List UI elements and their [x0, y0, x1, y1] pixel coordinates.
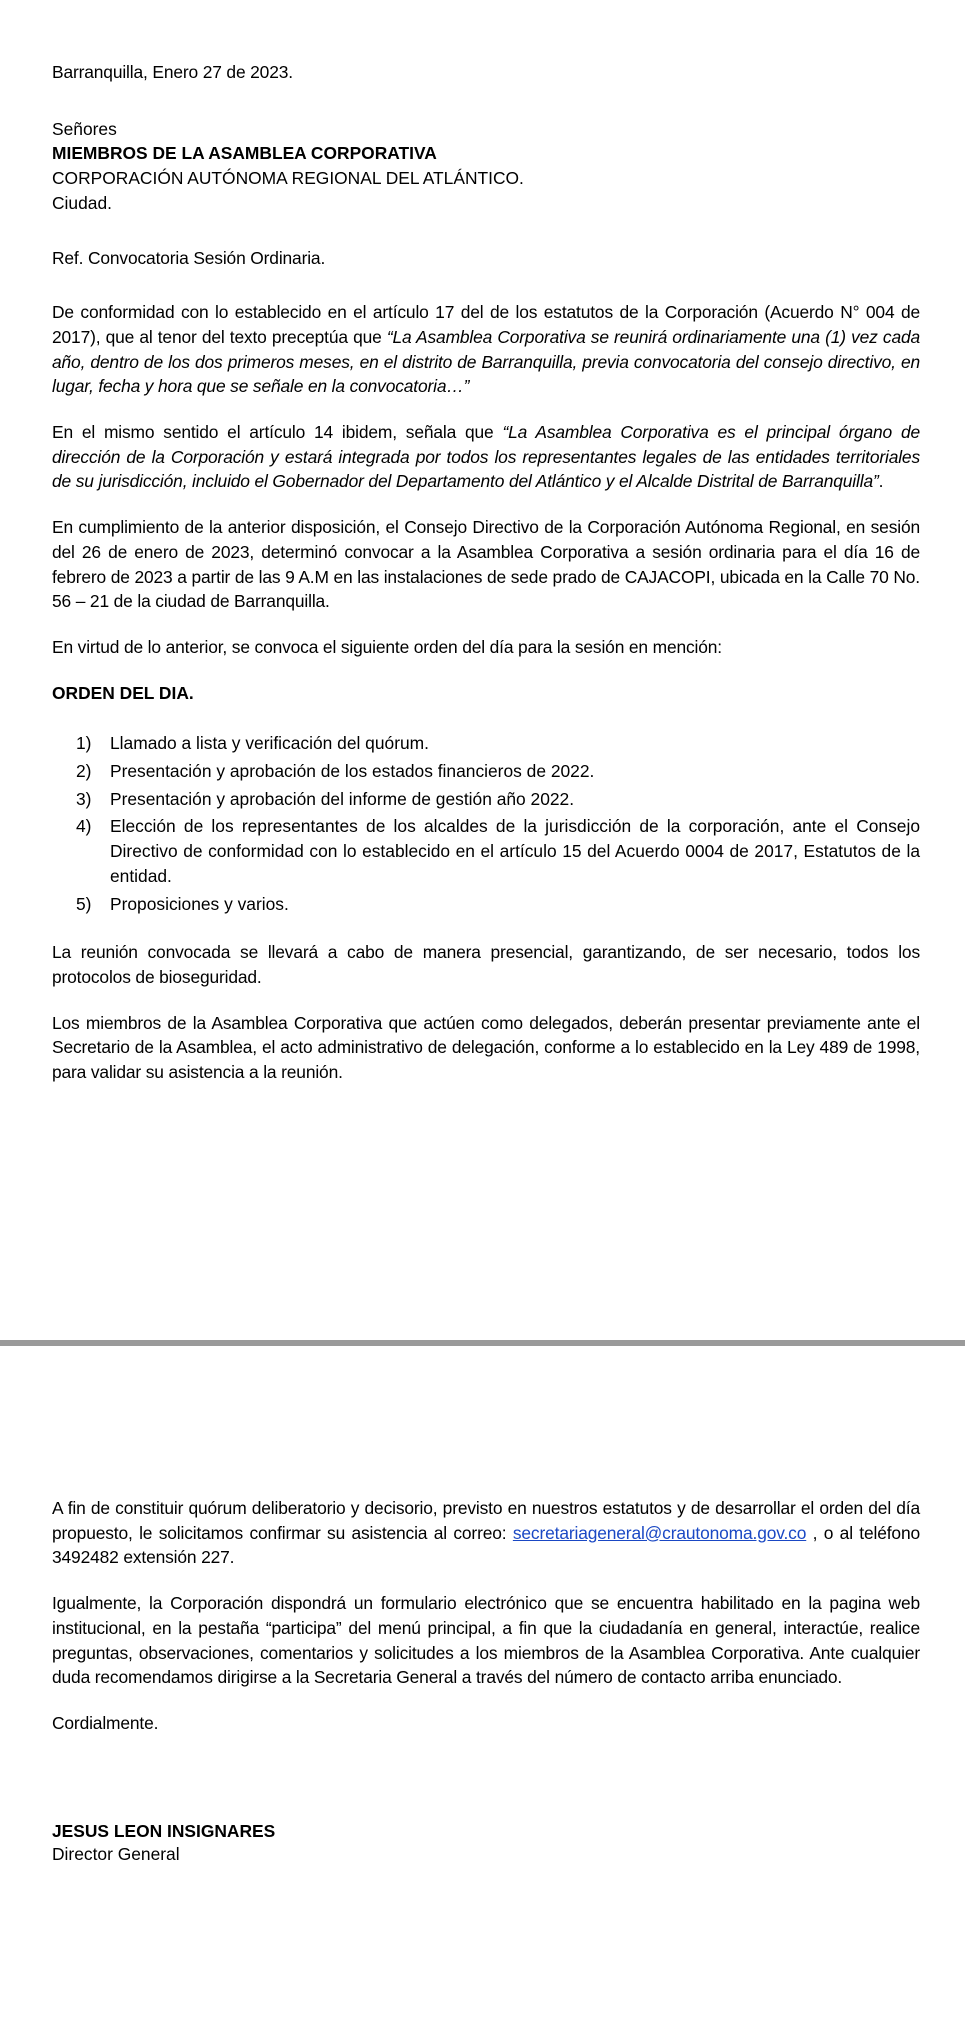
agenda-item: Elección de los representantes de los alcaldes de la jurisdicción de la corporación, ante el Consejo Directivo de conformidad con lo establecido en el artículo 15 del Acuerdo 0004 de 2017, Estatutos de la entidad. [110, 816, 920, 886]
secretary-email-link[interactable]: secretariageneral@crautonoma.gov.co [512, 1522, 807, 1543]
page2-paragraph-1-lead: A fin de constituir quórum deliberatorio y decisorio, previsto en nuestros estatutos y de desarrollar el orden del día propuesto, le solicitamos confirmar su asistencia al correo: [52, 1498, 920, 1543]
agenda-item: Llamado a lista y verificación del quórum. [110, 733, 429, 754]
agenda-heading: ORDEN DEL DIA. [52, 682, 194, 703]
closing-line: Cordialmente. [52, 1712, 159, 1733]
signature-space [52, 1736, 920, 1820]
paragraph-in-person-meeting: La reunión convocada se llevará a cabo de manera presencial, garantizando, de ser necesario, todos los protocolos de bioseguridad. [52, 942, 920, 987]
paragraph-statutes-article-17 [52, 300, 920, 399]
salutation: Señores [52, 118, 117, 139]
agenda-item: Proposiciones y varios. [110, 893, 289, 914]
paragraph-1-quote: “La Asamblea Corporativa se reunirá ordinariamente una (1) vez cada año, dentro de los dos primeros meses, en el distrito de Barranquilla, previa convocatoria del consejo directivo, en lugar, fecha y hora que se señale en la convocatoria…” [52, 326, 921, 397]
date-line: Barranquilla, Enero 27 de 2023. [52, 62, 293, 82]
paragraph-1-lead: De conformidad con lo establecido en el artículo 17 del de los estatutos de la Corporación (Acuerdo N° 004 de 2017), que al tenor del texto preceptúa que [52, 302, 920, 347]
paragraph-2-tail: . [878, 471, 884, 492]
recipient-city: Ciudad. [52, 192, 112, 213]
signer-name: JESUS LEON INSIGNARES [52, 1820, 276, 1841]
document-page-2 [0, 1346, 965, 1986]
paragraph-2-quote: “La Asamblea Corporativa es el principal órgano de dirección de la Corporación y estará integrada por todos los representantes legales de las entidades territoriales de su jurisdicción, incluido el Gobernador del Departamento del Atlántico y el Alcalde Distrital de Barranquilla” [52, 422, 920, 492]
signer-title: Director General [52, 1844, 180, 1865]
agenda-item: Presentación y aprobación del informe de gestión año 2022. [110, 788, 575, 809]
agenda-item: Presentación y aprobación de los estados financieros de 2022. [110, 761, 595, 782]
paragraph-meeting-details: En cumplimiento de la anterior disposición, el Consejo Directivo de la Corporación Autónoma Regional, en sesión del 26 de enero de 2023, determinó convocar a la Asamblea Corporativa a sesión ordinaria para el día 16 de febrero de 2023 a partir de las 9 A.M en las instalaciones de sede prado de CAJACOPI, ubicada en la Calle 70 No. 56 – 21 de la ciudad de Barranquilla. [52, 517, 920, 612]
recipient-organization: CORPORACIÓN AUTÓNOMA REGIONAL DEL ATLÁNTICO. [52, 168, 524, 189]
addressee-block [52, 117, 920, 216]
paragraph-2-lead: En el mismo sentido el artículo 14 ibidem, señala que [52, 422, 503, 443]
paragraph-electronic-form: Igualmente, la Corporación dispondrá un formulario electrónico que se encuentra habilitado en la pagina web institucional, en la pestaña “participa” del menú principal, a fin que la ciudadanía en general, interactúe, realice preguntas, observaciones, comentarios y solicitudes a los miembros de la Asamblea Corporativa. Ante cualquier duda recomendamos dirigirse a la Secretaria General a través del número de contacto arriba enunciado. [52, 1593, 920, 1688]
reference-line: Ref. Convocatoria Sesión Ordinaria. [52, 247, 326, 268]
page2-paragraph-1-tail: , o al teléfono 3492482 extensión 227. [52, 1522, 920, 1568]
paragraph-delegates: Los miembros de la Asamblea Corporativa que actúen como delegados, deberán presentar previamente ante el Secretario de la Asamblea, el acto administrativo de delegación, conforme a lo establecido en la Ley 489 de 1998, para validar su asistencia a la reunión. [52, 1012, 920, 1083]
agenda-list [52, 731, 920, 916]
paragraph-agenda-intro: En virtud de lo anterior, se convoca el siguiente orden del día para la sesión en mención: [52, 636, 722, 657]
paragraph-quorum-confirmation [52, 1496, 920, 1570]
paragraph-statutes-article-14 [52, 420, 920, 494]
recipient-name: MIEMBROS DE LA ASAMBLEA CORPORATIVA [52, 143, 437, 164]
